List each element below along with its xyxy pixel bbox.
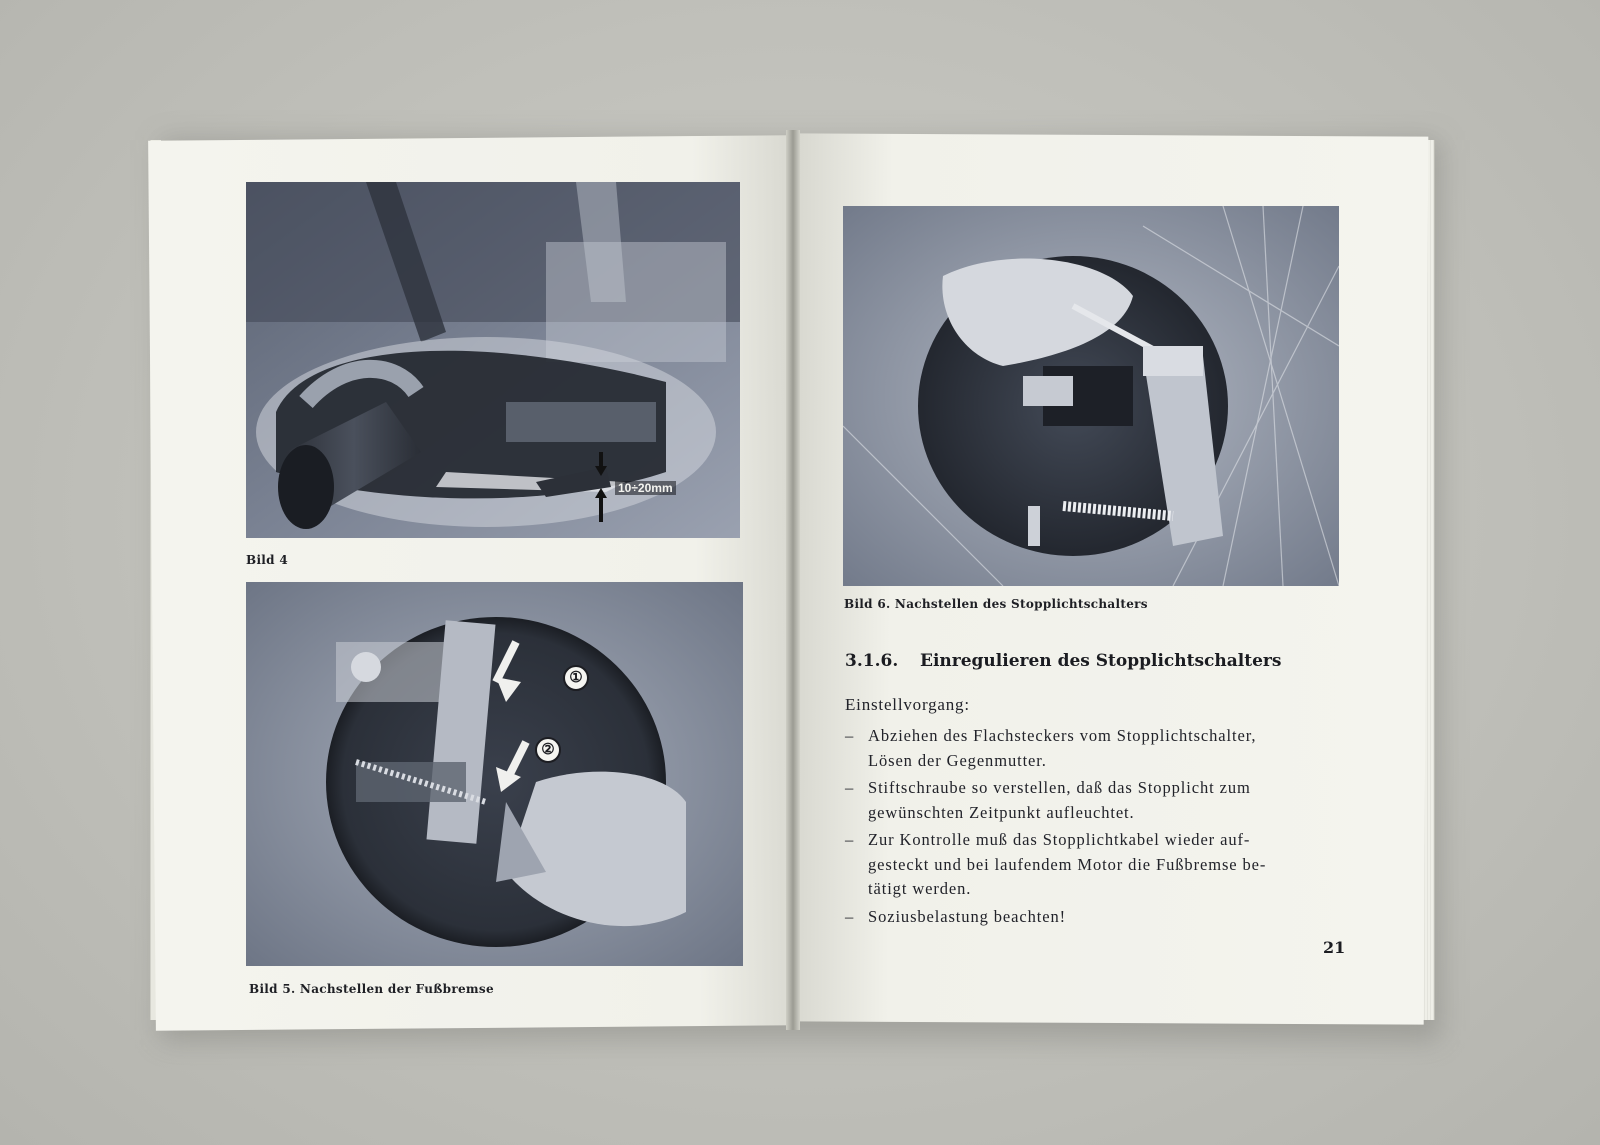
step-line: gewünschten Zeitpunkt aufleuchtet. <box>868 802 1135 822</box>
marker-2: ② <box>535 737 561 763</box>
list-item <box>845 828 1345 902</box>
list-dash: – <box>845 726 855 745</box>
list-item <box>845 905 1345 930</box>
figure-4-caption: Bild 4 <box>246 553 288 567</box>
figure-5-photo <box>246 582 743 966</box>
section-number: 3.1.6. <box>845 651 899 671</box>
page-number: 21 <box>1323 938 1346 957</box>
list-item <box>845 724 1345 773</box>
step-line: gesteckt und bei laufendem Motor die Fußbremse be- <box>868 854 1267 874</box>
list-dash: – <box>845 778 855 797</box>
section-heading <box>845 651 1281 671</box>
list-dash: – <box>845 906 855 926</box>
step-line: Zur Kontrolle muß das Stopplichtkabel wieder auf- <box>868 830 1251 849</box>
figure-5-caption: Bild 5. Nachstellen der Fußbremse <box>249 982 494 996</box>
list-dash: – <box>845 830 855 849</box>
list-item <box>845 776 1345 825</box>
measurement-label: 10÷20mm <box>615 481 676 495</box>
step-line: Abziehen des Flachsteckers vom Stopplichtschalter, <box>868 726 1257 745</box>
step-line: Soziusbelastung beachten! <box>868 906 1066 926</box>
figure-6-caption: Bild 6. Nachstellen des Stopplichtschalters <box>844 597 1148 611</box>
step-line: Stiftschraube so verstellen, daß das Stopplicht zum <box>868 778 1251 797</box>
intro-text: Einstellvorgang: <box>845 695 970 714</box>
marker-1: ① <box>563 665 589 691</box>
step-line: tätigt werden. <box>868 879 972 898</box>
book-gutter <box>786 130 800 1030</box>
steps-list <box>845 724 1345 932</box>
figure-6-photo <box>843 206 1339 586</box>
section-title: Einregulieren des Stopplichtschalters <box>920 651 1282 671</box>
step-line: Lösen der Gegenmutter. <box>868 750 1047 770</box>
